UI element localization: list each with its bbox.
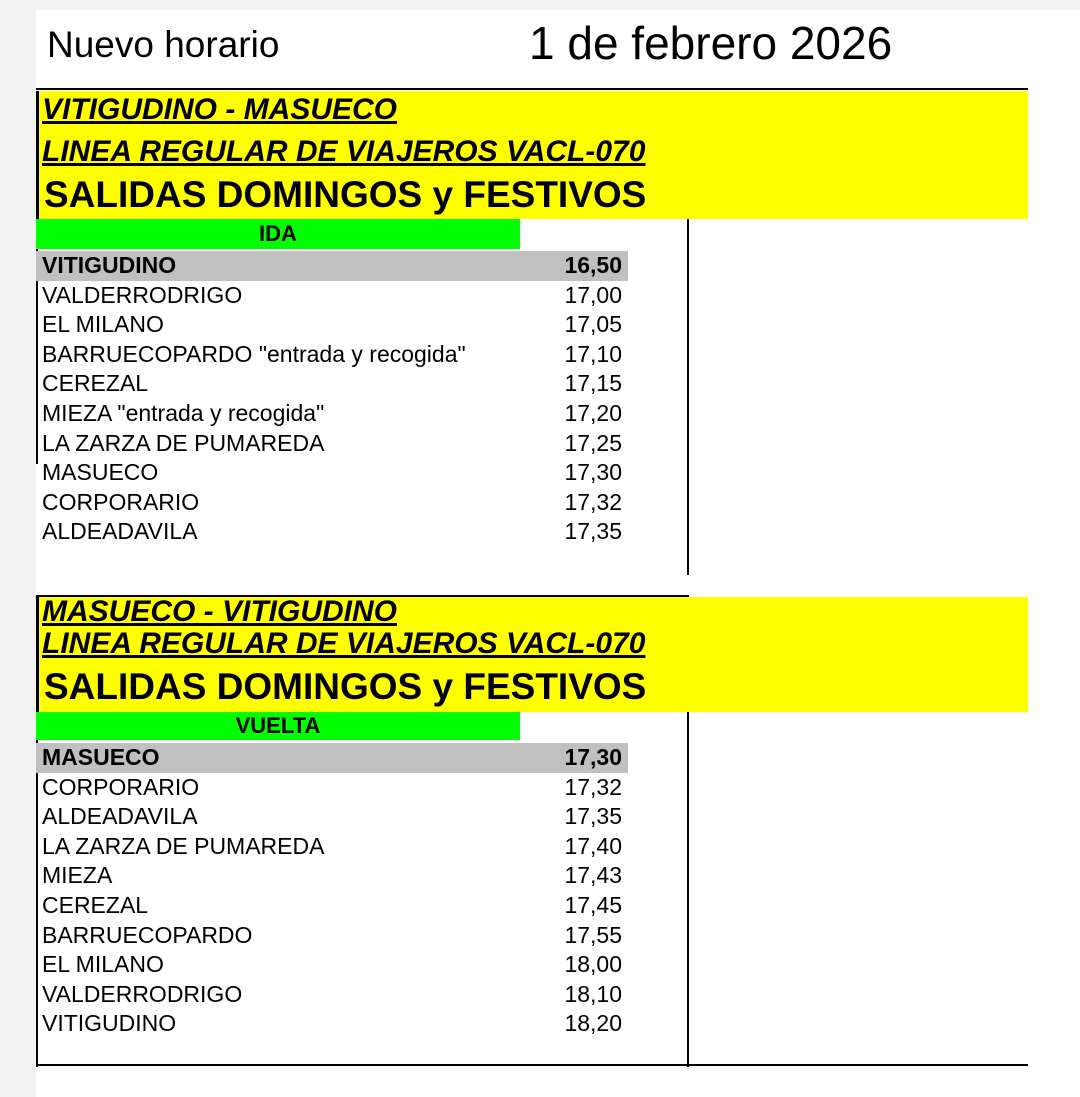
stop-time: 17,10	[564, 340, 622, 367]
table-row	[36, 399, 628, 429]
stop-name: VITIGUDINO	[42, 252, 177, 278]
stop-time: 17,30	[564, 744, 622, 770]
stop-name: CORPORARIO	[42, 488, 200, 515]
page-title: Nuevo horario	[47, 24, 280, 65]
line-title: LINEA REGULAR DE VIAJEROS VACL-070	[42, 135, 646, 168]
table-row	[36, 310, 628, 340]
schedule-date: 1 de febrero 2026	[529, 17, 893, 69]
stop-name: MIEZA	[42, 862, 113, 889]
stop-time: 17,43	[564, 862, 622, 889]
stop-time: 18,00	[564, 951, 622, 978]
stop-name: CORPORARIO	[42, 773, 200, 800]
table-row	[36, 517, 628, 547]
stop-time: 17,05	[564, 311, 622, 338]
line-title: LINEA REGULAR DE VIAJEROS VACL-070	[42, 627, 646, 660]
route-banner-ida	[36, 91, 1028, 219]
stop-time: 17,25	[564, 429, 622, 456]
stop-name: MIEZA "entrada y recogida"	[42, 399, 325, 426]
stop-time: 17,30	[564, 459, 622, 486]
stop-time: 16,50	[564, 252, 622, 278]
stop-time: 17,32	[564, 773, 622, 800]
stop-name: ALDEADAVILA	[42, 518, 198, 545]
table-row	[36, 488, 628, 518]
direction-header-ida: IDA	[36, 219, 520, 249]
bottom-divider	[36, 1064, 1028, 1066]
stop-name: VALDERRODRIGO	[42, 281, 243, 308]
stop-time: 17,45	[564, 891, 622, 918]
table-row	[36, 458, 628, 488]
stop-name: CEREZAL	[42, 891, 149, 918]
route-banner-vuelta	[36, 597, 1028, 712]
table-row	[36, 773, 628, 803]
stop-time: 17,55	[564, 921, 622, 948]
table-row	[36, 980, 628, 1010]
table-row	[36, 743, 628, 773]
banner-left-border	[36, 597, 39, 712]
schedule-page	[36, 10, 1080, 1097]
route-title: VITIGUDINO - MASUECO	[42, 93, 398, 126]
stop-time: 17,35	[564, 803, 622, 830]
stop-list-vuelta	[36, 743, 688, 1039]
stop-name: LA ZARZA DE PUMAREDA	[42, 429, 325, 456]
table-row	[36, 251, 628, 281]
stop-time: 17,15	[564, 370, 622, 397]
stop-time: 17,32	[564, 488, 622, 515]
stop-time: 18,20	[564, 1010, 622, 1037]
stop-list-ida	[36, 251, 688, 547]
header-divider	[36, 88, 1028, 90]
table-row	[36, 1009, 628, 1039]
stop-time: 17,40	[564, 832, 622, 859]
table-row	[36, 429, 628, 459]
route-title: MASUECO - VITIGUDINO	[42, 595, 398, 628]
stop-time: 17,00	[564, 281, 622, 308]
table-row	[36, 832, 628, 862]
table-row	[36, 281, 628, 311]
service-title: SALIDAS DOMINGOS y FESTIVOS	[44, 174, 647, 215]
stop-name: MASUECO	[42, 459, 159, 486]
stop-name: VITIGUDINO	[42, 1010, 177, 1037]
stop-name: MASUECO	[42, 744, 160, 770]
stop-name: BARRUECOPARDO "entrada y recogida"	[42, 340, 466, 367]
table-row	[36, 950, 628, 980]
stop-name: EL MILANO	[42, 311, 164, 338]
service-title: SALIDAS DOMINGOS y FESTIVOS	[44, 666, 647, 707]
table-row	[36, 369, 628, 399]
table-row	[36, 861, 628, 891]
stop-name: CEREZAL	[42, 370, 149, 397]
table-row	[36, 921, 628, 951]
stop-name: BARRUECOPARDO	[42, 921, 253, 948]
stop-time: 17,35	[564, 518, 622, 545]
stop-name: VALDERRODRIGO	[42, 980, 243, 1007]
direction-header-vuelta: VUELTA	[36, 712, 520, 740]
stop-name: EL MILANO	[42, 951, 164, 978]
table-row	[36, 891, 628, 921]
stop-time: 18,10	[564, 980, 622, 1007]
table-row	[36, 802, 628, 832]
stop-name: ALDEADAVILA	[42, 803, 198, 830]
stop-time: 17,20	[564, 399, 622, 426]
table-row	[36, 340, 628, 370]
stop-name: LA ZARZA DE PUMAREDA	[42, 832, 325, 859]
banner-left-border	[36, 91, 39, 219]
